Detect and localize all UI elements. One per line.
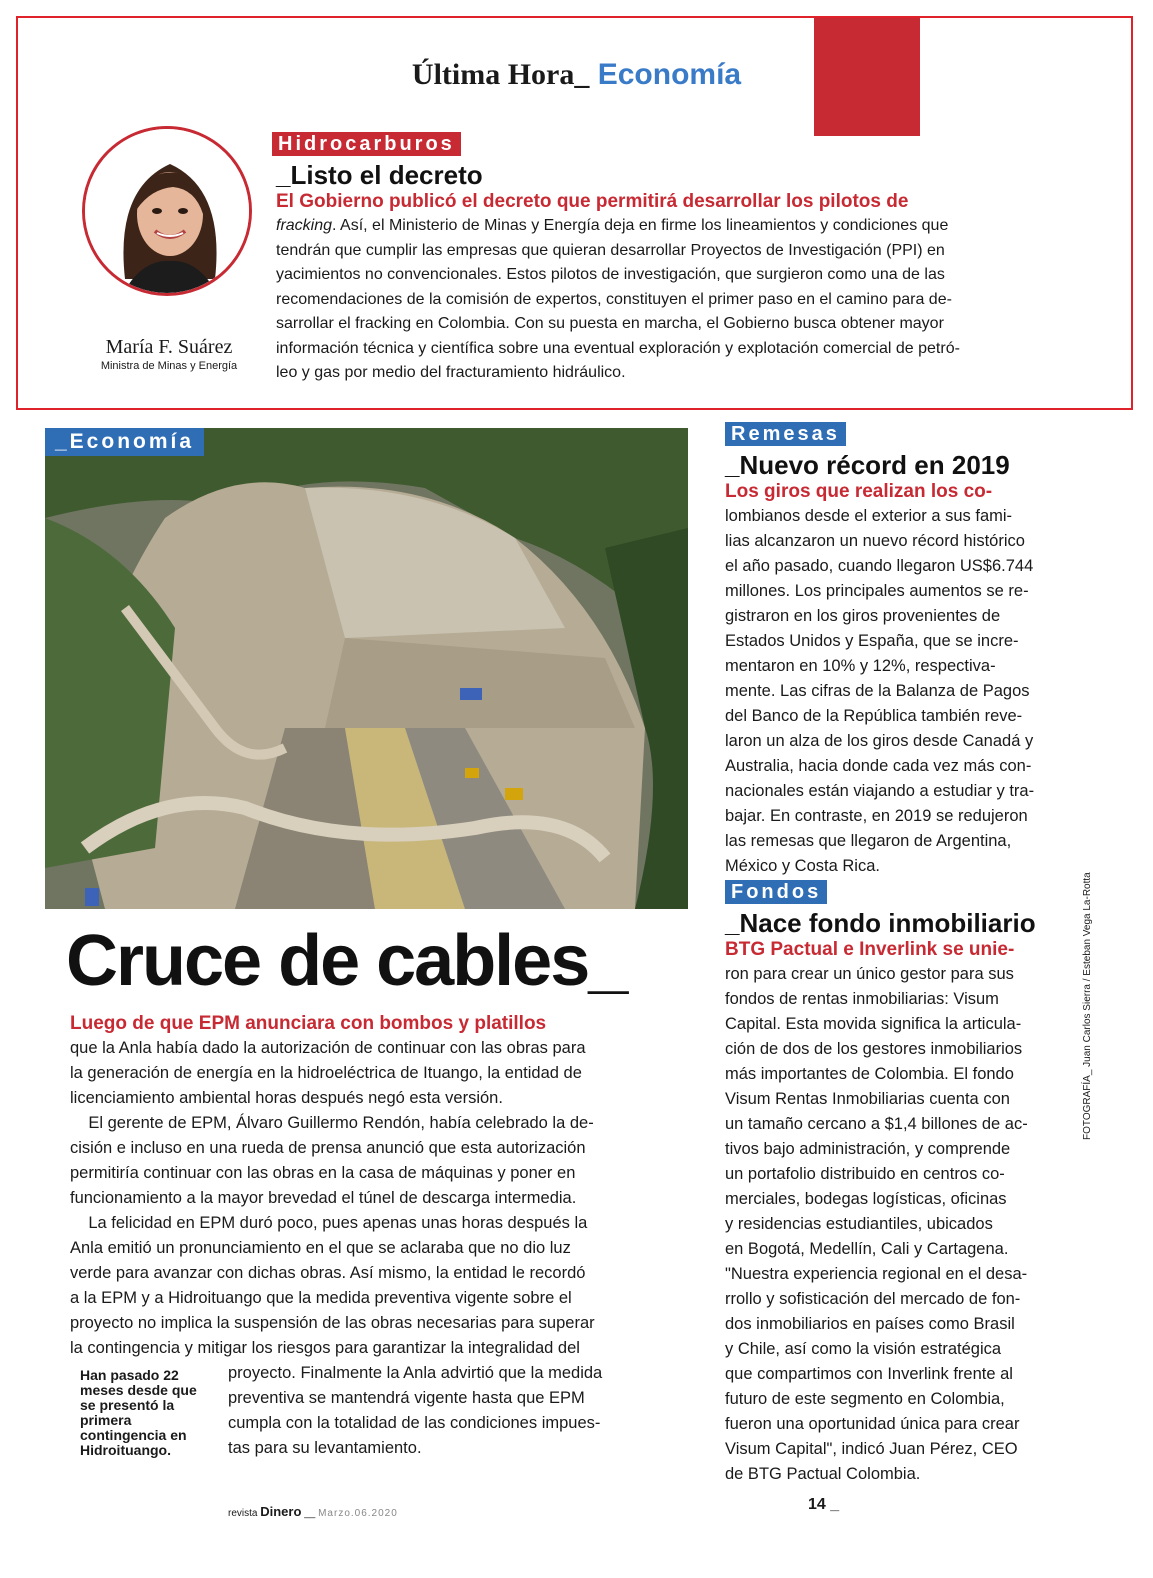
- body-line: Capital. Esta movida significa la articula-: [725, 1015, 1022, 1033]
- body-line: las remesas que llegaron de Argentina,: [725, 832, 1012, 850]
- body-line: y Chile, así como la visión estratégica: [725, 1340, 1002, 1358]
- body-line: recomendaciones de la comisión de expertos, constituyen el primer paso en el camino para de-: [276, 290, 952, 308]
- tag-fondos: Fondos: [725, 880, 827, 904]
- top-story-body: [276, 190, 1126, 386]
- body-line: El gerente de EPM, Álvaro Guillermo Rendón, había celebrado la de-: [70, 1114, 594, 1132]
- body-line: mentaron en 10% y 12%, respectiva-: [725, 657, 996, 675]
- body-line: a la EPM y a Hidroituango que la medida preventiva vigente sobre el: [70, 1289, 572, 1307]
- body-line: cisión e incluso en una rueda de prensa anunció que esta autorización: [70, 1139, 586, 1157]
- body-line: tivos bajo administración, y comprende: [725, 1140, 1011, 1158]
- body-line: lombianos desde el exterior a sus fami-: [725, 507, 1013, 525]
- body-line: que compartimos con Inverlink frente al: [725, 1365, 1013, 1383]
- photo-tag: _Economía: [45, 428, 204, 456]
- body-line: ción de dos de los gestores inmobiliarios: [725, 1040, 1023, 1058]
- body-line: en Bogotá, Medellín, Cali y Cartagena.: [725, 1240, 1009, 1258]
- photo-credit: FOTOGRAFÍA_ Juan Carlos Sierra / Esteban Vega La-Rotta: [1082, 872, 1093, 1140]
- body-line: ron para crear un único gestor para sus: [725, 965, 1014, 983]
- body-line: millones. Los principales aumentos se re-: [725, 582, 1029, 600]
- body-line: yacimientos no convencionales. Estos pilotos de investigación, que surgieron como una de las: [276, 266, 945, 283]
- fondos-body: [725, 938, 1055, 1487]
- body-line: de BTG Pactual Colombia.: [725, 1465, 921, 1483]
- top-story-lead: El Gobierno publicó el decreto que permitirá desarrollar los pilotos de: [276, 191, 909, 212]
- body-line: un tamaño cercano a $1,4 billones de ac-: [725, 1115, 1028, 1133]
- body-line: México y Costa Rica.: [725, 857, 880, 875]
- portrait-photo: [82, 126, 252, 296]
- fondos-lead: BTG Pactual e Inverlink se unie-: [725, 939, 1015, 960]
- issue-date: Marzo.06.2020: [318, 1508, 398, 1519]
- header-section: Economía: [597, 58, 742, 91]
- body-line: La felicidad en EPM duró poco, pues apenas unas horas después la: [70, 1214, 588, 1232]
- body-line: la contingencia y mitigar los riesgos para garantizar la integralidad del: [70, 1339, 580, 1357]
- body-line: merciales, bodegas logísticas, oficinas: [725, 1190, 1007, 1208]
- person-name: María F. Suárez: [105, 336, 233, 358]
- body-line: tendrán que cumplir las empresas que quieran desarrollar Proyectos de Investigación (PPI) en: [276, 241, 945, 259]
- body-line: más importantes de Colombia. El fondo: [725, 1065, 1014, 1083]
- body-line: licenciamiento ambiental horas después negó esta versión.: [70, 1089, 503, 1107]
- body-line: y residencias estudiantiles, ubicados: [725, 1215, 993, 1233]
- body-line: futuro de este segmento en Colombia,: [725, 1390, 1005, 1408]
- body-line: un portafolio distribuido en centros co-: [725, 1165, 1005, 1183]
- body-line: el año pasado, cuando llegaron US$6.744: [725, 557, 1034, 575]
- main-story-title: Cruce de cables_: [66, 921, 627, 1001]
- tag-remesas: Remesas: [725, 422, 846, 446]
- body-line: preventiva se mantendrá vigente hasta que EPM: [228, 1389, 585, 1407]
- pull-quote: Han pasado 22 meses desde que se presentó la primera contingencia en Hidroituango.: [80, 1367, 197, 1458]
- body-line: del Banco de la República también reve-: [725, 707, 1023, 725]
- main-story-lead: Luego de que EPM anunciara con bombos y platillos: [70, 1013, 547, 1034]
- person-role: Ministra de Minas y Energía: [100, 360, 238, 372]
- body-line: fondos de rentas inmobiliarias: Visum: [725, 990, 999, 1008]
- body-line: fueron una oportunidad única para crear: [725, 1415, 1020, 1433]
- body-line: sarrollar el fracking en Colombia. Con su puesta en marcha, el Gobierno busca obtener mayor: [276, 315, 944, 332]
- tag-hidrocarburos: Hidrocarburos: [272, 132, 461, 156]
- body-line: Visum Rentas Inmobiliarias cuenta con: [725, 1090, 1010, 1108]
- body-line: "Nuestra experiencia regional en el desa-: [725, 1265, 1028, 1283]
- section-header: [0, 58, 1153, 92]
- body-line: cumpla con la totalidad de las condiciones impues-: [228, 1414, 601, 1432]
- body-line: que la Anla había dado la autorización de continuar con las obras para: [70, 1039, 586, 1057]
- page-number: 14 _: [808, 1496, 840, 1513]
- construction-photo: [45, 428, 688, 909]
- body-line: información técnica y científica sobre una eventual exploración y explotación comercial de petró-: [276, 339, 960, 357]
- body-line: permitiría continuar con las obras en la casa de máquinas y poner en: [70, 1164, 576, 1182]
- body-line: verde para avanzar con dichas obras. Así mismo, la entidad le recordó: [70, 1264, 586, 1282]
- fondos-headline: _Nace fondo inmobiliario: [725, 908, 1036, 938]
- body-line: Anla emitió un pronunciamiento en el que se aclaraba que no dio luz: [70, 1239, 571, 1257]
- body-line: leo y gas por medio del fracturamiento hidráulico.: [276, 364, 626, 381]
- body-line: la generación de energía en la hidroeléctrica de Ituango, la entidad de: [70, 1064, 582, 1082]
- body-line: tas para su levantamiento.: [228, 1439, 422, 1457]
- body-line: dos inmobiliarios en países como Brasil: [725, 1315, 1015, 1333]
- remesas-body: [725, 480, 1055, 879]
- body-line: proyecto no implica la suspensión de las obras necesarias para superar: [70, 1314, 595, 1332]
- body-line: laron un alza de los giros desde Canadá y: [725, 732, 1034, 750]
- top-story-headline: _Listo el decreto: [276, 160, 483, 190]
- body-line: lias alcanzaron un nuevo récord histórico: [725, 532, 1025, 550]
- remesas-headline: _Nuevo récord en 2019: [725, 450, 1010, 480]
- body-line: Visum Capital", indicó Juan Pérez, CEO: [725, 1440, 1018, 1458]
- body-line: gistraron en los giros provenientes de: [725, 607, 1001, 625]
- body-line: Estados Unidos y España, que se incre-: [725, 632, 1019, 650]
- footer-magazine: revista Dinero __ Marzo.06.2020: [228, 1504, 398, 1519]
- magazine-name: Dinero: [260, 1504, 302, 1519]
- magazine-prefix: revista: [228, 1508, 258, 1519]
- body-line: nacionales están viajando a estudiar y tra-: [725, 782, 1035, 800]
- body-line: mente. Las cifras de la Balanza de Pagos: [725, 682, 1030, 700]
- body-line: rrollo y sofisticación del mercado de fon-: [725, 1290, 1021, 1308]
- body-line: fracking. Así, el Ministerio de Minas y Energía deja en firme los lineamientos y condiciones que: [276, 217, 949, 234]
- body-line: proyecto. Finalmente la Anla advirtió que la medida: [228, 1364, 603, 1382]
- header-title: Última Hora_: [411, 58, 590, 91]
- body-line: bajar. En contraste, en 2019 se redujeron: [725, 807, 1028, 825]
- remesas-lead: Los giros que realizan los co-: [725, 481, 993, 502]
- body-line: funcionamiento a la mayor brevedad el túnel de descarga intermedia.: [70, 1189, 577, 1207]
- body-line: Australia, hacia donde cada vez más con-: [725, 757, 1032, 775]
